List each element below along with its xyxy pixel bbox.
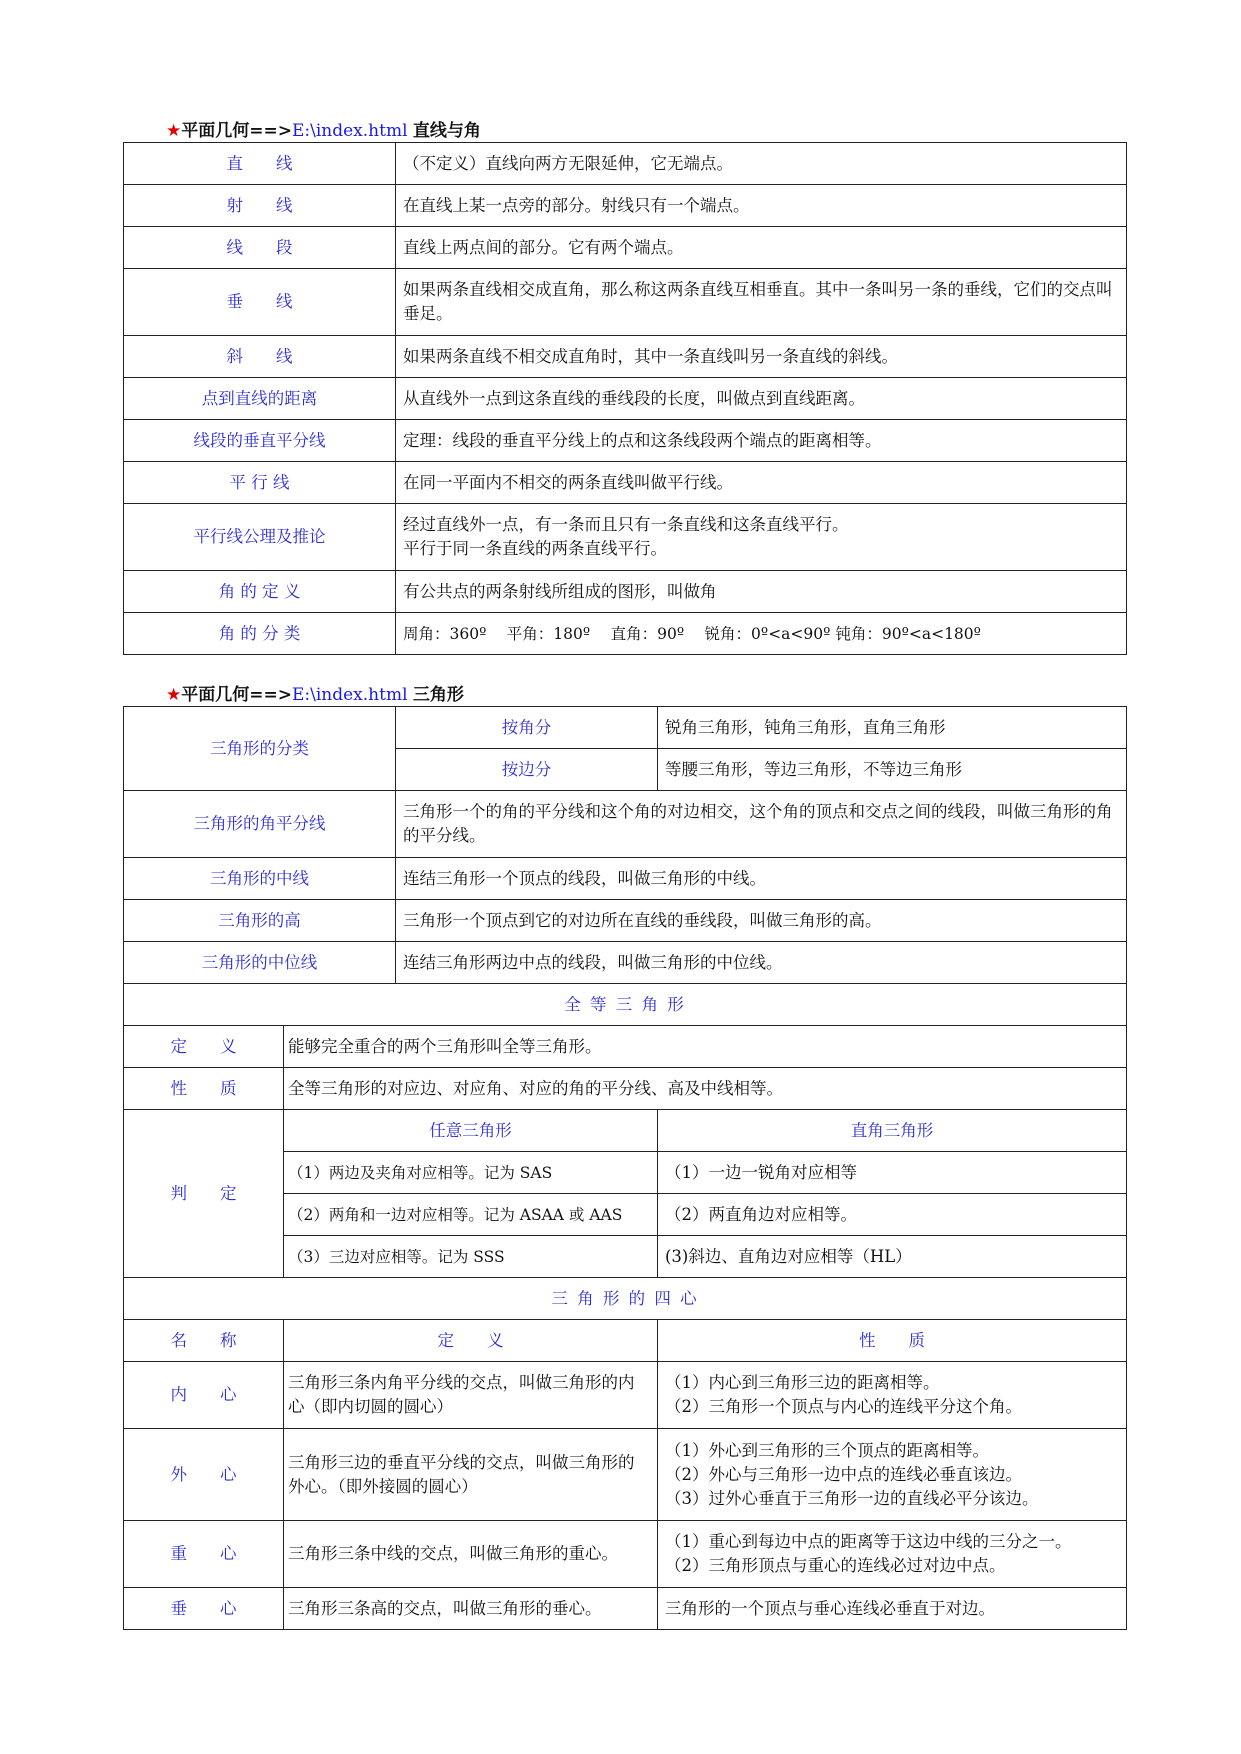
section1-title: [166, 120, 481, 142]
definition-label: 定 义: [124, 1026, 284, 1068]
index-link[interactable]: E:\index.html: [291, 685, 408, 705]
table-row: [124, 420, 1127, 462]
table-row: [124, 504, 1127, 571]
center-name: 重 心: [124, 1521, 284, 1588]
table-row: [124, 378, 1127, 420]
row-text: 有公共点的两条射线所组成的图形，叫做角: [396, 571, 1127, 613]
center-property: （1）重心到每边中点的距离等于这边中线的三分之一。 （2）三角形顶点与重心的连线必过对边中点。: [658, 1521, 1127, 1588]
table-row: [124, 571, 1127, 613]
row-text: 在直线上某一点旁的部分。射线只有一个端点。: [396, 185, 1127, 227]
property-text: 全等三角形的对应边、对应角、对应的角的平分线、高及中线相等。: [284, 1068, 1127, 1110]
star-icon: ★: [166, 121, 182, 141]
row-text: 三角形一个顶点到它的对边所在直线的垂线段，叫做三角形的高。: [396, 900, 1127, 942]
center-name: 垂 心: [124, 1588, 284, 1630]
by-angle-label: 按角分: [396, 707, 658, 749]
row-label: 三角形的角平分线: [124, 791, 396, 858]
any-triangle-header: 任意三角形: [284, 1110, 658, 1152]
center-definition: 三角形三条中线的交点，叫做三角形的重心。: [284, 1521, 658, 1588]
table-row: [124, 1278, 1127, 1320]
row-text: 如果两条直线相交成直角，那么称这两条直线互相垂直。其中一条叫另一条的垂线，它们的交点叫垂足。: [396, 269, 1127, 336]
row-label: 三角形的高: [124, 900, 396, 942]
table-row: [124, 1068, 1127, 1110]
center-property: （1）内心到三角形三边的距离相等。 （2）三角形一个顶点与内心的连线平分这个角。: [658, 1362, 1127, 1429]
table-row: [124, 942, 1127, 984]
row-text: 连结三角形两边中点的线段，叫做三角形的中位线。: [396, 942, 1127, 984]
row-label: 平行线公理及推论: [124, 504, 396, 571]
row-text: 连结三角形一个顶点的线段，叫做三角形的中线。: [396, 858, 1127, 900]
row-label: 线段的垂直平分线: [124, 420, 396, 462]
triangle-table: [123, 706, 1127, 1630]
property-label: 性 质: [124, 1068, 284, 1110]
by-angle-text: 锐角三角形，钝角三角形，直角三角形: [658, 707, 1127, 749]
right-rule: （2）两直角边对应相等。: [658, 1194, 1127, 1236]
row-text: 从直线外一点到这条直线的垂线段的长度，叫做点到直线距离。: [396, 378, 1127, 420]
star-icon: ★: [166, 685, 182, 705]
section2-topic: 三角形: [412, 685, 464, 705]
table-row: [124, 1521, 1127, 1588]
definition-column-header: 定 义: [284, 1320, 658, 1362]
row-label: 点到直线的距离: [124, 378, 396, 420]
table-row: [124, 336, 1127, 378]
row-label: 三角形的中位线: [124, 942, 396, 984]
row-label: 角 的 分 类: [124, 613, 396, 655]
row-label: 角 的 定 义: [124, 571, 396, 613]
center-definition: 三角形三条高的交点，叫做三角形的垂心。: [284, 1588, 658, 1630]
any-rule: （3）三边对应相等。记为 SSS: [284, 1236, 658, 1278]
table-row: [124, 1588, 1127, 1630]
row-label: 三角形的中线: [124, 858, 396, 900]
table-row: [124, 1362, 1127, 1429]
section2-prefix: 平面几何==>: [181, 685, 292, 705]
section2-title: [166, 684, 464, 706]
row-text: 在同一平面内不相交的两条直线叫做平行线。: [396, 462, 1127, 504]
table-row: [124, 1320, 1127, 1362]
centers-heading: 三 角 形 的 四 心: [124, 1278, 1127, 1320]
judgement-label: 判 定: [124, 1110, 284, 1278]
any-rule: （1）两边及夹角对应相等。记为 SAS: [284, 1152, 658, 1194]
center-name: 外 心: [124, 1429, 284, 1521]
center-property: （1）外心到三角形的三个顶点的距离相等。 （2）外心与三角形一边中点的连线必垂直该边。 （3）过外心垂直于三角形一边的直线必平分该边。: [658, 1429, 1127, 1521]
section1-prefix: 平面几何==>: [181, 121, 292, 141]
lines-angles-table: [123, 142, 1127, 655]
table-row: [124, 707, 1127, 749]
right-triangle-header: 直角三角形: [658, 1110, 1127, 1152]
table-row: [124, 462, 1127, 504]
center-name: 内 心: [124, 1362, 284, 1429]
table-row: [124, 227, 1127, 269]
row-text: 经过直线外一点，有一条而且只有一条直线和这条直线平行。 平行于同一条直线的两条直线平行。: [396, 504, 1127, 571]
classification-label: 三角形的分类: [124, 707, 396, 791]
row-label: 平 行 线: [124, 462, 396, 504]
right-rule: (3)斜边、直角边对应相等（HL）: [658, 1236, 1127, 1278]
row-label: 射 线: [124, 185, 396, 227]
congruent-heading: 全 等 三 角 形: [124, 984, 1127, 1026]
index-link[interactable]: E:\index.html: [291, 121, 408, 141]
section1-topic: 直线与角: [412, 121, 481, 141]
any-rule: （2）两角和一边对应相等。记为 ASAA 或 AAS: [284, 1194, 658, 1236]
table-row: [124, 269, 1127, 336]
table-row: [124, 984, 1127, 1026]
table-row: [124, 1026, 1127, 1068]
row-text: 直线上两点间的部分。它有两个端点。: [396, 227, 1127, 269]
by-side-text: 等腰三角形，等边三角形，不等边三角形: [658, 749, 1127, 791]
center-definition: 三角形三边的垂直平分线的交点，叫做三角形的外心。（即外接圆的圆心）: [284, 1429, 658, 1521]
name-column-header: 名 称: [124, 1320, 284, 1362]
center-property: 三角形的一个顶点与垂心连线必垂直于对边。: [658, 1588, 1127, 1630]
row-label: 斜 线: [124, 336, 396, 378]
table-row: [124, 1429, 1127, 1521]
property-column-header: 性 质: [658, 1320, 1127, 1362]
table-row: [124, 1110, 1127, 1152]
row-text: 定理：线段的垂直平分线上的点和这条线段两个端点的距离相等。: [396, 420, 1127, 462]
row-text: 三角形一个的角的平分线和这个角的对边相交，这个角的顶点和交点之间的线段，叫做三角形的角的平分线。: [396, 791, 1127, 858]
table-row: [124, 858, 1127, 900]
row-label: 直 线: [124, 143, 396, 185]
row-text: 周角：360º 平角：180º 直角：90º 锐角：0º<a<90º 钝角：90º<a<180º: [396, 613, 1127, 655]
definition-text: 能够完全重合的两个三角形叫全等三角形。: [284, 1026, 1127, 1068]
row-text: 如果两条直线不相交成直角时，其中一条直线叫另一条直线的斜线。: [396, 336, 1127, 378]
row-label: 线 段: [124, 227, 396, 269]
row-label: 垂 线: [124, 269, 396, 336]
table-row: [124, 900, 1127, 942]
table-row: [124, 791, 1127, 858]
right-rule: （1）一边一锐角对应相等: [658, 1152, 1127, 1194]
table-row: [124, 613, 1127, 655]
table-row: [124, 143, 1127, 185]
row-text: （不定义）直线向两方无限延伸，它无端点。: [396, 143, 1127, 185]
center-definition: 三角形三条内角平分线的交点，叫做三角形的内心（即内切圆的圆心）: [284, 1362, 658, 1429]
by-side-label: 按边分: [396, 749, 658, 791]
table-row: [124, 185, 1127, 227]
